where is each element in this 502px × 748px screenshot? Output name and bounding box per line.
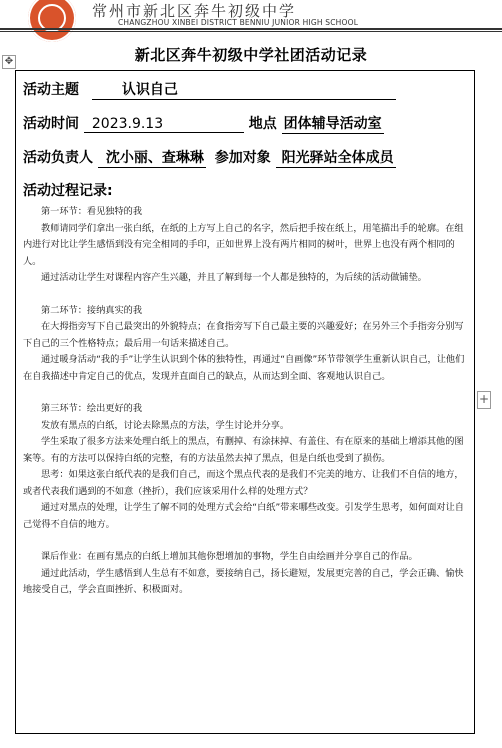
process-paragraph: 在大拇指旁写下自己最突出的外貌特点；在食指旁写下自己最主要的兴趣爱好；在另外三个手指旁分别写下自己的三个性格特点；最后用一句话来描述自己。 (23, 321, 464, 349)
document-title: 新北区奔牛初级中学社团活动记录 (134, 46, 368, 64)
add-row-icon[interactable]: + (477, 391, 491, 409)
theme-row (23, 79, 396, 100)
table-move-handle-icon[interactable]: ✥ (2, 55, 16, 69)
process-paragraph: 第二环节：接纳真实的我 (41, 304, 143, 316)
participants-label: 参加对象 (214, 150, 271, 166)
paragraph-gap (23, 533, 469, 549)
process-paragraph: 思考：如果这张白纸代表的是我们自己，而这个黑点代表的是我们不完美的地方、让我们不自信的地方，或者代表我们遇到的不如意（挫折），我们应该采用什么样的处理方式？ (23, 469, 464, 497)
process-paragraph: 通过暖身活动“我的手”让学生认识到个体的独特性，再通过“自画像”环节带领学生重新认识自己，让他们在自我描述中肯定自己的优点，发现并直面自己的缺点，从而达到全面、客观地认识自己。 (23, 354, 465, 382)
participants-value: 阳光驿站全体成员 (281, 150, 394, 166)
process-paragraph: 第一环节：看见独特的我 (41, 206, 143, 217)
theme-value: 认识自己 (121, 82, 178, 98)
paragraph-gap (23, 385, 469, 401)
time-value: 2023.9.13 (91, 116, 164, 132)
theme-field[interactable] (92, 79, 396, 100)
school-name-en: CHANGZHOU XINBEI DISTRICT BENNIU JUNIOR HIGH SCHOOL (118, 18, 359, 27)
paragraph-gap (23, 287, 469, 303)
process-paragraph: 通过活动让学生对课程内容产生兴趣，并且了解到每一个人都是独特的，为后续的活动做铺垫。 (41, 272, 427, 283)
process-heading: 活动过程记录: (23, 183, 113, 199)
school-name-cn: 常州市新北区奔牛初级中学 (92, 2, 297, 20)
leader-label: 活动负责人 (23, 150, 93, 166)
process-body (23, 204, 469, 599)
letterhead (0, 0, 502, 40)
place-field[interactable] (282, 113, 384, 134)
process-paragraph: 通过此活动，学生感悟到人生总有不如意，要接纳自己，扬长避短，发展更完善的自己，学会正确、愉快地接受自己，学会直面挫折、积极面对。 (23, 567, 464, 595)
school-logo (28, 0, 76, 42)
process-paragraph: 课后作业：在画有黑点的白纸上增加其他你想增加的事物，学生自由绘画并分享自己的作品。 (41, 551, 418, 562)
header-divider-thin (0, 31, 502, 32)
process-paragraph: 通过对黑点的处理，让学生了解不同的处理方式会给“白纸”带来哪些改变。引发学生思考，如何面对让自己觉得不自信的地方。 (23, 502, 464, 530)
process-paragraph: 学生采取了很多方法来处理白纸上的黑点，有删掉、有涂抹掉、有盖住、有在原来的基础上增添其他的图案等。有的方法可以保持白纸的完整，有的方法虽然去掉了黑点，但是白纸也受到了损伤。 (23, 436, 464, 464)
time-label: 活动时间 (23, 116, 79, 132)
time-place-row (23, 113, 384, 134)
process-paragraph: 第三环节：绘出更好的我 (41, 403, 143, 414)
leader-row (23, 147, 396, 168)
process-paragraph: 教师请同学们拿出一张白纸，在纸的上方写上自己的名字，然后把手按在纸上，用笔描出手的轮廓。在组内进行对比让学生感悟到没有完全相同的手印，正如世界上没有两片相同的树叶，世界上也没有两个相同的人。 (23, 222, 464, 267)
leader-value: 沈小丽、查琳琳 (105, 150, 204, 166)
theme-label: 活动主题 (23, 82, 79, 98)
time-field[interactable] (84, 116, 244, 133)
place-value: 团体辅导活动室 (283, 116, 382, 132)
header-divider (0, 28, 502, 30)
process-paragraph: 发放有黑点的白纸，讨论去除黑点的方法，学生讨论并分享。 (41, 419, 290, 431)
place-label: 地点 (248, 116, 277, 132)
leader-field[interactable] (98, 147, 206, 168)
participants-field[interactable] (276, 147, 396, 168)
